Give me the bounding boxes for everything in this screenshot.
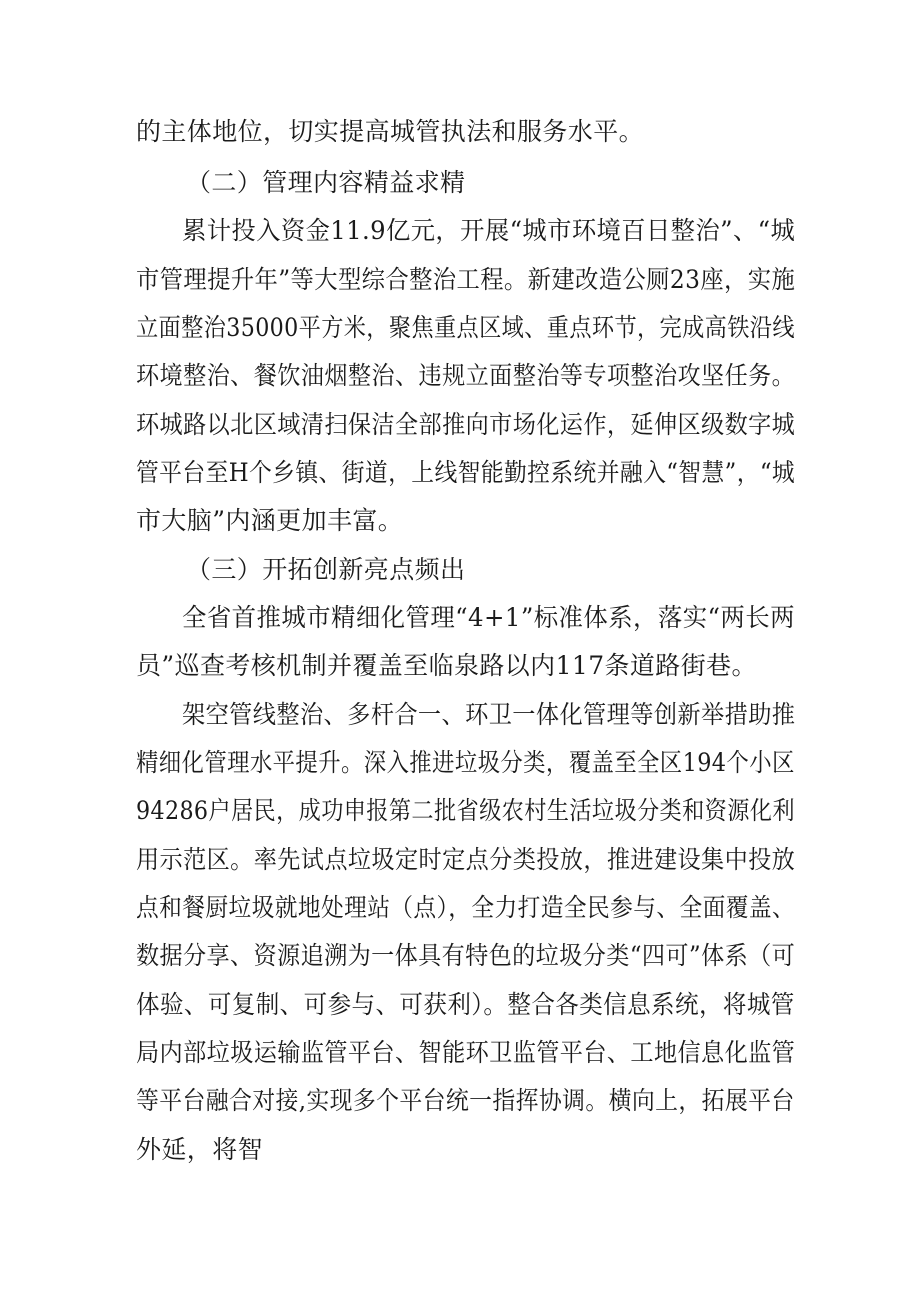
body-line: 全省首推城市精细化管理“4+1”标准体系，落实“两长两: [182, 603, 795, 632]
body-line: 环城路以北区域清扫保洁全部推向市场化运作，延伸区级数字城: [136, 410, 796, 439]
body-line: 市大脑”内涵更加丰富。: [136, 506, 404, 535]
section-heading-3: （三）开拓创新亮点频出: [186, 555, 466, 584]
body-line: 点和餐厨垃圾就地处理站（点），全力打造全民参与、全面覆盖、: [136, 893, 796, 922]
body-line: 局内部垃圾运输监管平台、智能环卫监管平台、工地信息化监管: [136, 1038, 796, 1067]
body-line: 94286户居民，成功申报第二批省级农村生活垃圾分类和资源化利: [136, 796, 795, 825]
body-line: 精细化管理水平提升。深入推进垃圾分类，覆盖至全区194个小区: [136, 748, 795, 777]
body-line: 环境整治、餐饮油烟整治、违规立面整治等专项整治攻坚任务。: [136, 361, 796, 390]
body-line: 架空管线整治、多杆合一、环卫一体化管理等创新举措助推: [182, 700, 796, 729]
section-heading-2: （二）管理内容精益求精: [186, 168, 466, 197]
body-line: 累计投入资金11.9亿元，开展“城市环境百日整治”、“城: [182, 216, 796, 245]
body-line: 外延，将智: [136, 1135, 264, 1164]
body-line: 管平台至H个乡镇、街道，上线智能勤控系统并融入“智慧”，“城: [136, 458, 796, 487]
body-line: 的主体地位，切实提高城管执法和服务水平。: [136, 117, 645, 146]
body-line: 等平台融合对接,实现多个平台统一指挥协调。横向上，拓展平台: [136, 1086, 795, 1115]
body-line: 立面整治35000平方米，聚焦重点区域、重点环节，完成高铁沿线: [136, 313, 795, 342]
body-line: 员”巡查考核机制并覆盖至临泉路以内117条道路街巷。: [136, 651, 757, 680]
body-line: 市管理提升年”等大型综合整治工程。新建改造公厕23座，实施: [136, 265, 796, 294]
body-line: 体验、可复制、可参与、可获利）。整合各类信息系统，将城管: [136, 990, 795, 1019]
body-line: 用示范区。率先试点垃圾定时定点分类投放，推进建设集中投放: [136, 845, 796, 874]
body-line: 数据分享、资源追溯为一体具有特色的垃圾分类“四可”体系（可: [136, 941, 796, 970]
